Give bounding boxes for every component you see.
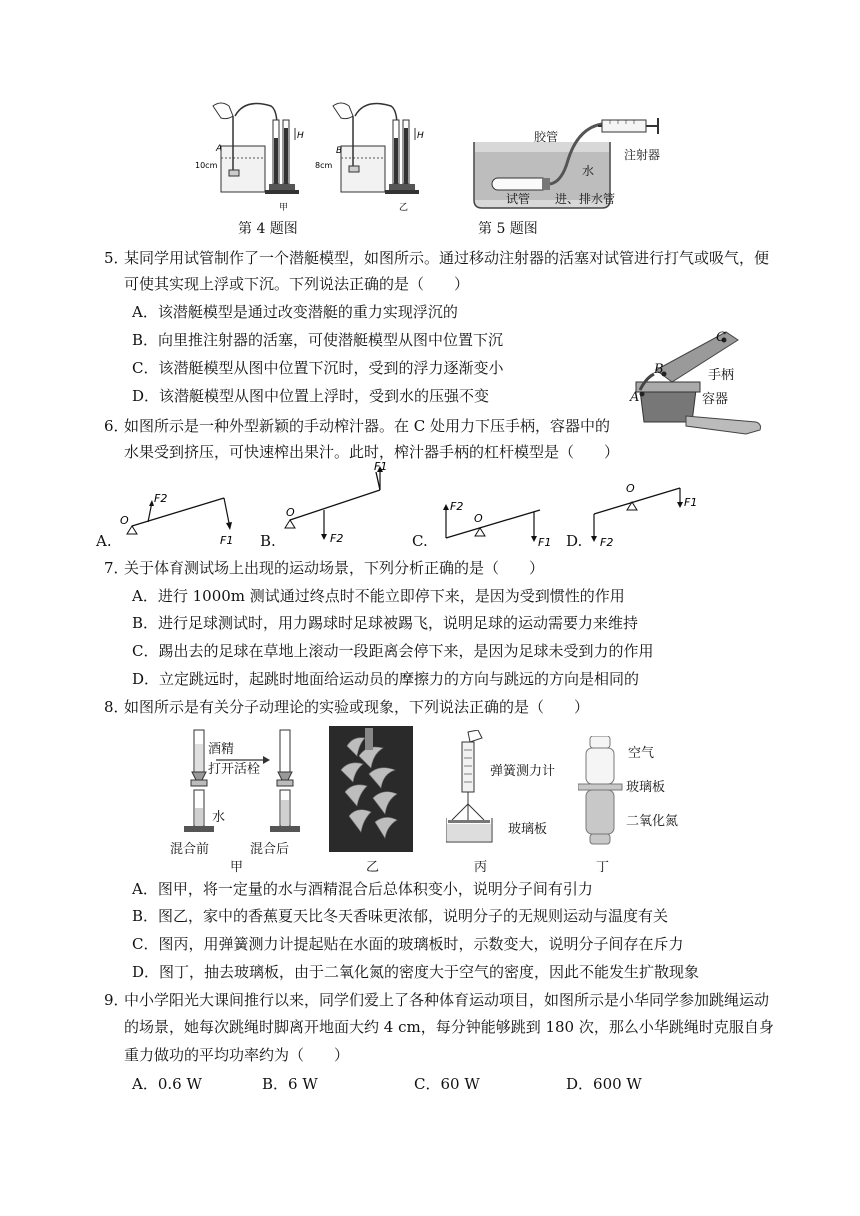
question-7-stem [104, 555, 544, 581]
question-9-stem-line3: 重力做功的平均功率约为（ ） [124, 1046, 350, 1064]
fig4-sublabel-yi: 乙 [399, 203, 409, 213]
figure-8-jia [170, 726, 320, 838]
question-8-stem [104, 694, 589, 720]
lever-option-d [584, 474, 704, 550]
figure-8-yi-banana-photo [329, 726, 413, 852]
fig4-label-H-right: H [417, 131, 424, 141]
question-7-option-b: B．进行足球测试时，用力踢球时足球被踢飞，说明足球的运动需要力来维持 [132, 614, 639, 632]
fig8-sublabel-jia: 甲 [230, 860, 244, 875]
question-6-stem [104, 413, 610, 439]
fig8-ding-label-air: 空气 [628, 746, 655, 761]
lever-c-O: O [474, 512, 483, 525]
fig5-label-hose: 胶管 [534, 130, 559, 144]
fig5-label-pipe: 进、排水管 [555, 192, 616, 206]
fig5-label-water: 水 [582, 164, 595, 178]
question-5-option-a: A．该潜艇模型是通过改变潜艇的重力实现浮沉的 [132, 303, 458, 321]
question-9-stem [104, 987, 769, 1013]
lever-a-Ftop: F2 [154, 492, 168, 505]
question-6-stem-line1: 如图所示是一种外型新颖的手动榨汁器。在 C 处用力下压手柄，容器中的 [124, 417, 611, 435]
fig8-jia-label-water: 水 [212, 810, 226, 825]
figure-8-ding [578, 736, 628, 848]
fig4-left-apparatus [213, 103, 299, 194]
question-5-stem-line1: 某同学用试管制作了一个潜艇模型，如图所示。通过移动注射器的活塞对试管进行打气或吸气，便 [124, 249, 770, 267]
figure-8-bing [446, 730, 510, 846]
lever-b-Ftop: F1 [374, 462, 388, 473]
lever-option-a-letter: A. [96, 532, 112, 550]
fig8-sublabel-yi: 乙 [366, 860, 380, 875]
question-8-option-d: D．图丁，抽去玻璃板，由于二氧化氮的密度大于空气的密度，因此不能发生扩散现象 [132, 963, 700, 981]
lever-b-Fbottom: F2 [330, 532, 344, 545]
juicer-label-A: A [630, 390, 640, 405]
question-9-stem-line1: 中小学阳光大课间推行以来，同学们爱上了各种体育运动项目，如图所示是小华同学参加跳绳运动 [124, 991, 770, 1009]
lever-option-b [276, 462, 396, 550]
lever-d-Ftop: F1 [684, 496, 698, 509]
question-7-option-d: D．立定跳远时，起跳时地面给运动员的摩擦力的方向与跳远的方向是相同的 [132, 670, 640, 688]
question-8-number: 8． [104, 698, 129, 716]
juicer-figure [626, 326, 766, 440]
juicer-label-C: C [716, 330, 726, 345]
question-5-stem [104, 245, 769, 271]
lever-a-O: O [120, 514, 129, 527]
question-8-option-a: A．图甲，将一定量的水与酒精混合后总体积变小，说明分子间有引力 [132, 880, 593, 898]
question-6-stem-line2: 水果受到挤压，可快速榨出果汁。此时，榨汁器手柄的杠杆模型是（ ） [124, 443, 620, 461]
fig4-depth-left: 10cm [195, 161, 218, 170]
question-6-number: 6． [104, 417, 129, 435]
lever-d-O: O [626, 482, 635, 495]
question-9-option-d: D．600 W [566, 1075, 642, 1093]
lever-c-Ftop: F2 [450, 500, 464, 513]
lever-option-a [112, 480, 242, 550]
question-7-stem-line1: 关于体育测试场上出现的运动场景，下列分析正确的是（ ） [124, 559, 545, 577]
lever-option-c [430, 492, 560, 552]
juicer-label-container: 容器 [702, 392, 729, 407]
fig4-depth-right: 8cm [315, 161, 333, 170]
fig8-bing-label-glass-plate: 玻璃板 [508, 822, 548, 837]
figure-4 [195, 98, 445, 214]
question-5-option-d: D．该潜艇模型从图中位置上浮时，受到水的压强不变 [132, 387, 490, 405]
fig8-jia-label-before: 混合前 [170, 842, 210, 857]
question-9-option-c: C．60 W [414, 1075, 480, 1093]
question-7-option-a: A．进行 1000m 测试通过终点时不能立即停下来，是因为受到惯性的作用 [132, 587, 625, 605]
fig4-label-H-left: H [297, 131, 304, 141]
question-9-number: 9． [104, 991, 129, 1009]
fig4-label-A: A [216, 144, 223, 154]
lever-a-Fbottom: F1 [220, 534, 234, 547]
lever-option-b-letter: B. [260, 532, 276, 550]
fig8-bing-label-spring-scale: 弹簧测力计 [490, 764, 556, 779]
juicer-label-handle: 手柄 [708, 368, 735, 383]
lever-option-c-letter: C. [412, 532, 428, 550]
lever-b-O: O [286, 506, 295, 519]
fig8-jia-label-open-valve: 打开活栓 [208, 762, 261, 777]
question-5-option-c: C．该潜艇模型从图中位置下沉时，受到的浮力逐渐变小 [132, 359, 504, 377]
question-7-option-c: C．踢出去的足球在草地上滚动一段距离会停下来，是因为足球未受到力的作用 [132, 642, 654, 660]
fig5-label-tube: 试管 [506, 192, 531, 206]
question-8-option-c: C．图丙，用弹簧测力计提起贴在水面的玻璃板时，示数变大，说明分子间存在斥力 [132, 935, 684, 953]
fig8-jia-label-alcohol: 酒精 [208, 742, 235, 757]
question-7-number: 7． [104, 559, 129, 577]
fig8-ding-label-no2: 二氧化氮 [626, 814, 679, 829]
fig4-caption: 第 4 题图 [238, 221, 298, 237]
fig8-jia-label-after: 混合后 [250, 842, 290, 857]
fig5-label-syringe: 注射器 [624, 148, 661, 162]
lever-c-Fbottom: F1 [538, 536, 552, 549]
question-8-option-b: B．图乙，家中的香蕉夏天比冬天香味更浓郁，说明分子的无规则运动与温度有关 [132, 907, 669, 925]
fig4-label-B: B [336, 146, 343, 156]
question-9-option-b: B．6 W [262, 1075, 318, 1093]
fig5-caption: 第 5 题图 [478, 221, 538, 237]
question-5-option-b: B．向里推注射器的活塞，可使潜艇模型从图中位置下沉 [132, 331, 504, 349]
question-8-stem-line1: 如图所示是有关分子动理论的实验或现象，下列说法正确的是（ ） [124, 698, 590, 716]
juicer-label-B: B [654, 362, 664, 377]
lever-option-d-letter: D. [566, 532, 583, 550]
question-5-stem-line2: 可使其实现上浮或下沉。下列说法正确的是（ ） [124, 275, 470, 293]
fig4-sublabel-jia: 甲 [279, 203, 289, 213]
fig4-right-apparatus [333, 103, 419, 194]
lever-d-Fbottom: F2 [600, 536, 614, 549]
question-5-number: 5． [104, 249, 129, 267]
fig8-sublabel-bing: 丙 [474, 860, 488, 875]
question-9-option-a: A．0.6 W [132, 1075, 202, 1093]
fig8-sublabel-ding: 丁 [596, 860, 610, 875]
question-9-stem-line2: 的场景，她每次跳绳时脚离开地面大约 4 cm，每分钟能够跳到 180 次，那么小华跳绳时克服自身 [124, 1018, 774, 1036]
fig8-ding-label-glass-plate: 玻璃板 [626, 780, 666, 795]
